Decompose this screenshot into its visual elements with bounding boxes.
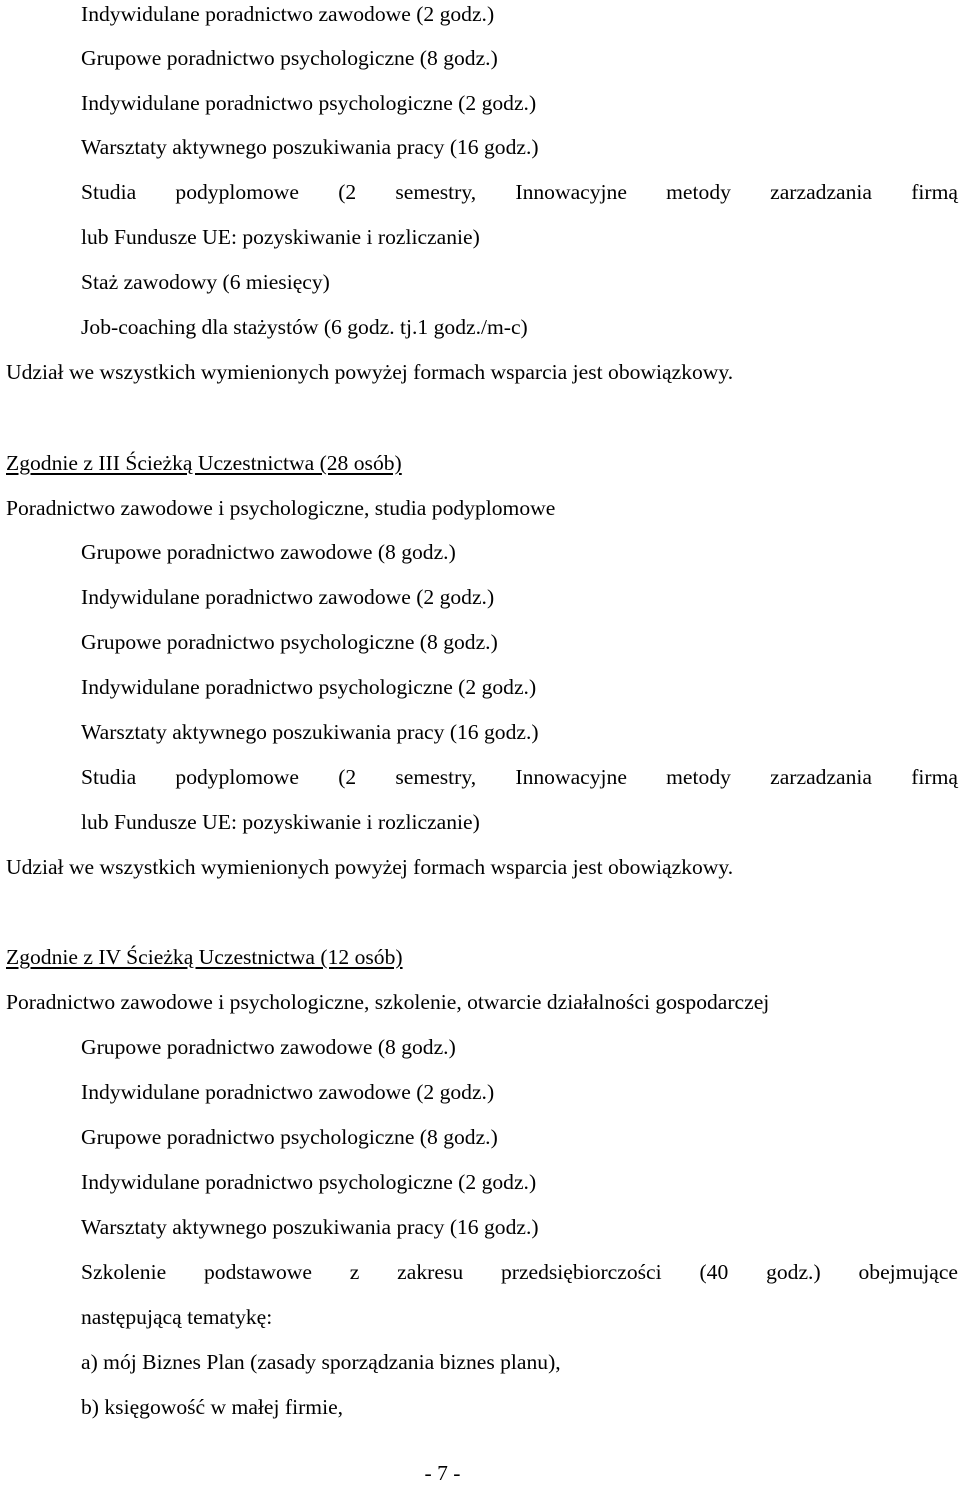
list-item: Warsztaty aktywnego poszukiwania pracy (16 godz.) bbox=[81, 1215, 539, 1239]
list-item: Grupowe poradnictwo zawodowe (8 godz.) bbox=[81, 540, 456, 564]
list-item-staz: Staż zawodowy (6 miesięcy) bbox=[81, 270, 330, 294]
list-item: Grupowe poradnictwo psychologiczne (8 godz.) bbox=[81, 630, 498, 654]
list-item-studia-line2: lub Fundusze UE: pozyskiwanie i rozliczanie) bbox=[81, 225, 480, 249]
section-subheading: Poradnictwo zawodowe i psychologiczne, szkolenie, otwarcie działalności gospodarczej bbox=[6, 990, 770, 1014]
list-item-coaching: Job-coaching dla stażystów (6 godz. tj.1 godz./m-c) bbox=[81, 315, 528, 339]
page-number: - 7 - bbox=[424, 1461, 461, 1485]
list-item: Grupowe poradnictwo psychologiczne (8 godz.) bbox=[81, 1125, 498, 1149]
list-item-studia-line2: lub Fundusze UE: pozyskiwanie i rozliczanie) bbox=[81, 810, 480, 834]
list-item: Indywidulane poradnictwo psychologiczne (2 godz.) bbox=[81, 1170, 537, 1194]
list-item: Warsztaty aktywnego poszukiwania pracy (16 godz.) bbox=[81, 720, 539, 744]
list-item: Indywidulane poradnictwo zawodowe (2 godz.) bbox=[81, 2, 495, 26]
list-item-studia-line1: Studia podyplomowe (2 semestry, Innowacyjne metody zarzadzania firmą bbox=[81, 180, 958, 204]
list-item: Warsztaty aktywnego poszukiwania pracy (16 godz.) bbox=[81, 135, 539, 159]
topic-item: a) mój Biznes Plan (zasady sporządzania biznes planu), bbox=[81, 1350, 561, 1374]
list-item-szkolenie-line1: Szkolenie podstawowe z zakresu przedsiębiorczości (40 godz.) obejmujące bbox=[81, 1260, 958, 1284]
list-item: Indywidulane poradnictwo psychologiczne (2 godz.) bbox=[81, 91, 537, 115]
list-item: Indywidulane poradnictwo zawodowe (2 godz.) bbox=[81, 585, 495, 609]
list-item: Indywidulane poradnictwo zawodowe (2 godz.) bbox=[81, 1080, 495, 1104]
list-item-szkolenie-line2: następującą tematykę: bbox=[81, 1305, 273, 1329]
list-item-studia-line1: Studia podyplomowe (2 semestry, Innowacyjne metody zarzadzania firmą bbox=[81, 765, 958, 789]
topic-item: b) księgowość w małej firmie, bbox=[81, 1395, 344, 1419]
section-heading: Zgodnie z III Ścieżką Uczestnictwa (28 osób) bbox=[6, 451, 402, 475]
obligation-note: Udział we wszystkich wymienionych powyżej formach wsparcia jest obowiązkowy. bbox=[6, 360, 734, 384]
list-item: Grupowe poradnictwo zawodowe (8 godz.) bbox=[81, 1035, 456, 1059]
section-heading: Zgodnie z IV Ścieżką Uczestnictwa (12 osób) bbox=[6, 945, 403, 969]
list-item: Grupowe poradnictwo psychologiczne (8 godz.) bbox=[81, 46, 498, 70]
list-item: Indywidulane poradnictwo psychologiczne (2 godz.) bbox=[81, 675, 537, 699]
section-subheading: Poradnictwo zawodowe i psychologiczne, studia podyplomowe bbox=[6, 496, 556, 520]
obligation-note: Udział we wszystkich wymienionych powyżej formach wsparcia jest obowiązkowy. bbox=[6, 855, 734, 879]
